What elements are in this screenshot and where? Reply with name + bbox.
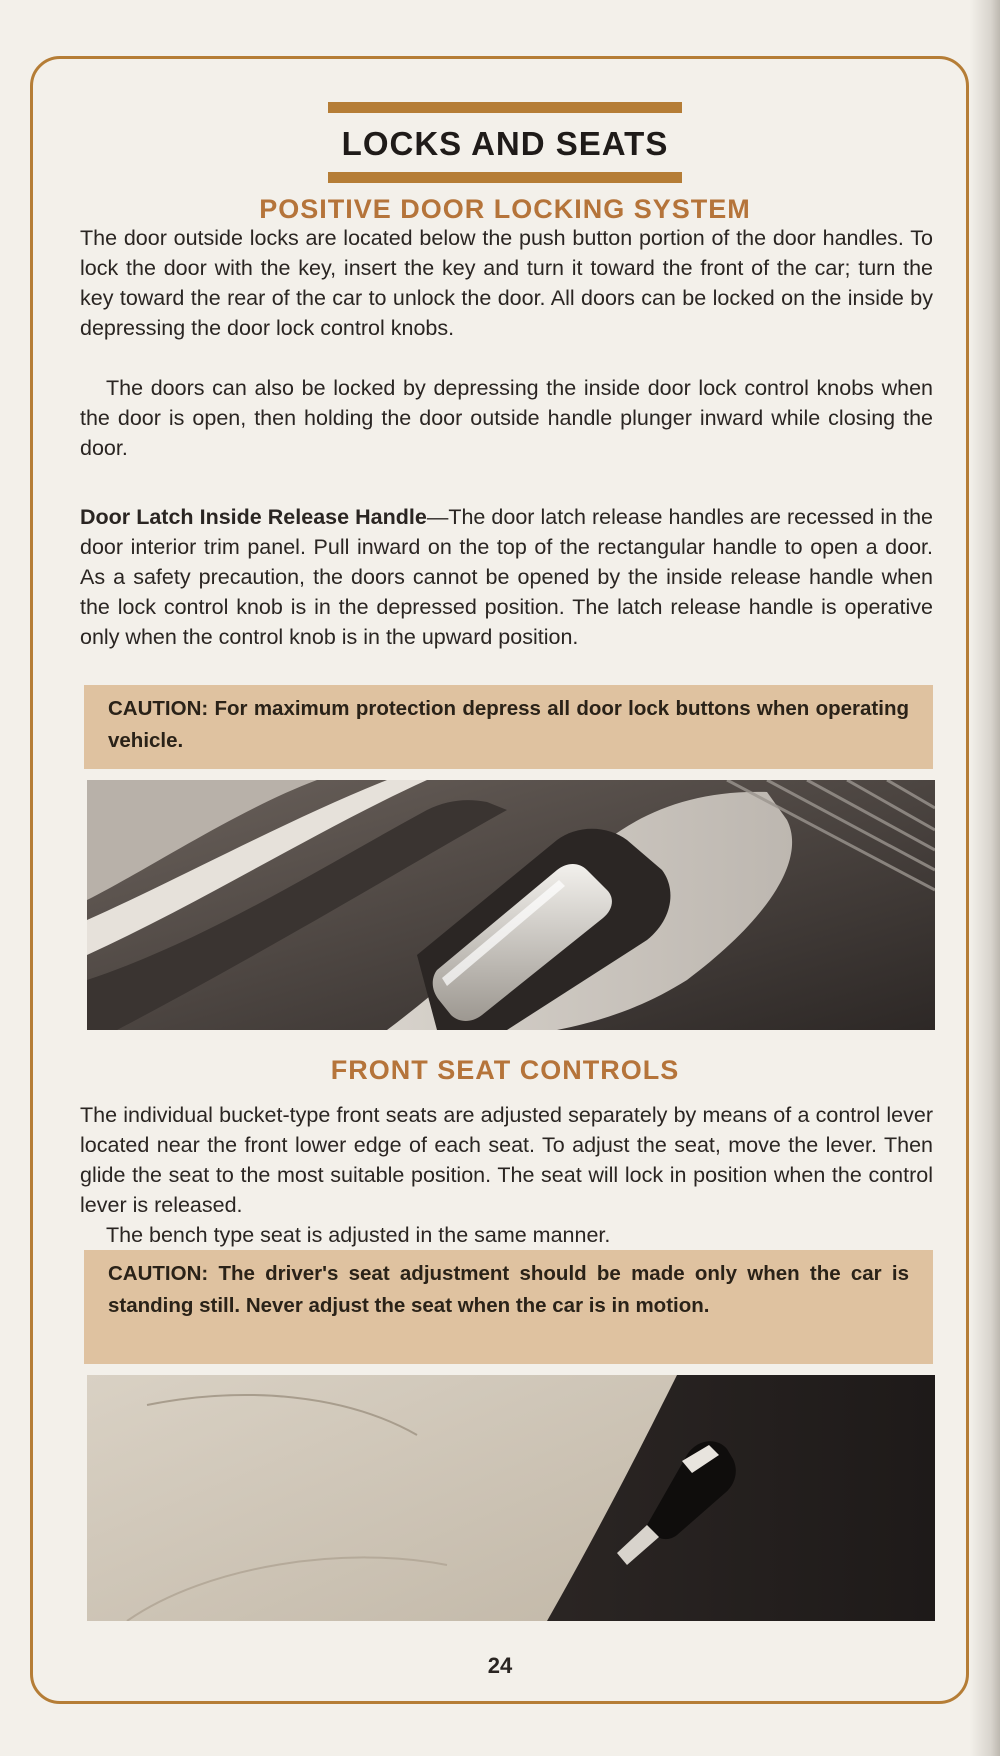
- paragraph-door-locks: The door outside locks are located below the push button portion of the door handles. To lock the door with the key, insert the key and turn it toward the front of the car; turn the key toward the rear of the car to unlock the door. All doors can be locked on the inside by depressing the door lock control knobs.: [80, 226, 933, 340]
- door-handle-illustration: [87, 780, 935, 1030]
- photo-seat-control-lever: [87, 1375, 935, 1621]
- paragraph-seat-adjustment: The individual bucket-type front seats are adjusted separately by means of a control lever located near the front lower edge of each seat. To adjust the seat, move the lever. Then glide the seat to the most suitable position. The seat will lock in position when the control lever is released.: [80, 1103, 933, 1217]
- paragraph-latch-release-label: Door Latch Inside Release Handle: [80, 505, 427, 529]
- seat-lever-illustration: [87, 1375, 935, 1621]
- title-rule-bottom: [328, 172, 682, 183]
- title-block: [328, 102, 682, 184]
- paragraph-latch-release: [80, 502, 933, 652]
- page-title: LOCKS AND SEATS: [341, 125, 669, 162]
- section-heading-door-locking: POSITIVE DOOR LOCKING SYSTEM: [259, 194, 751, 224]
- page-edge-shadow: [970, 0, 1000, 1756]
- photo-door-release-handle: [87, 780, 935, 1030]
- paragraph-latch-release-text: —The door latch release handles are recessed in the door interior trim panel. Pull inward on the top of the rectangular handle to open a door. As a safety precaution, the doors cannot be opened by the inside release handle when the lock control knob is in the depressed position. The latch release handle is operative only when the control knob is in the upward position.: [80, 505, 933, 649]
- paragraph-door-lock-while-open: The doors can also be locked by depressing the inside door lock control knobs when the door is open, then holding the door outside handle plunger inward while closing the door.: [80, 376, 933, 460]
- section-heading-front-seat: FRONT SEAT CONTROLS: [330, 1055, 680, 1085]
- page-number: 24: [487, 1653, 513, 1678]
- paragraph-bench-seat: The bench type seat is adjusted in the same manner.: [106, 1223, 611, 1247]
- caution-box-seat-adjustment: CAUTION: The driver's seat adjustment should be made only when the car is standing still. Never adjust the seat when the car is in motion.: [84, 1250, 933, 1364]
- title-rule-top: [328, 102, 682, 113]
- caution-box-door-locks: CAUTION: For maximum protection depress all door lock buttons when operating vehicle.: [84, 685, 933, 769]
